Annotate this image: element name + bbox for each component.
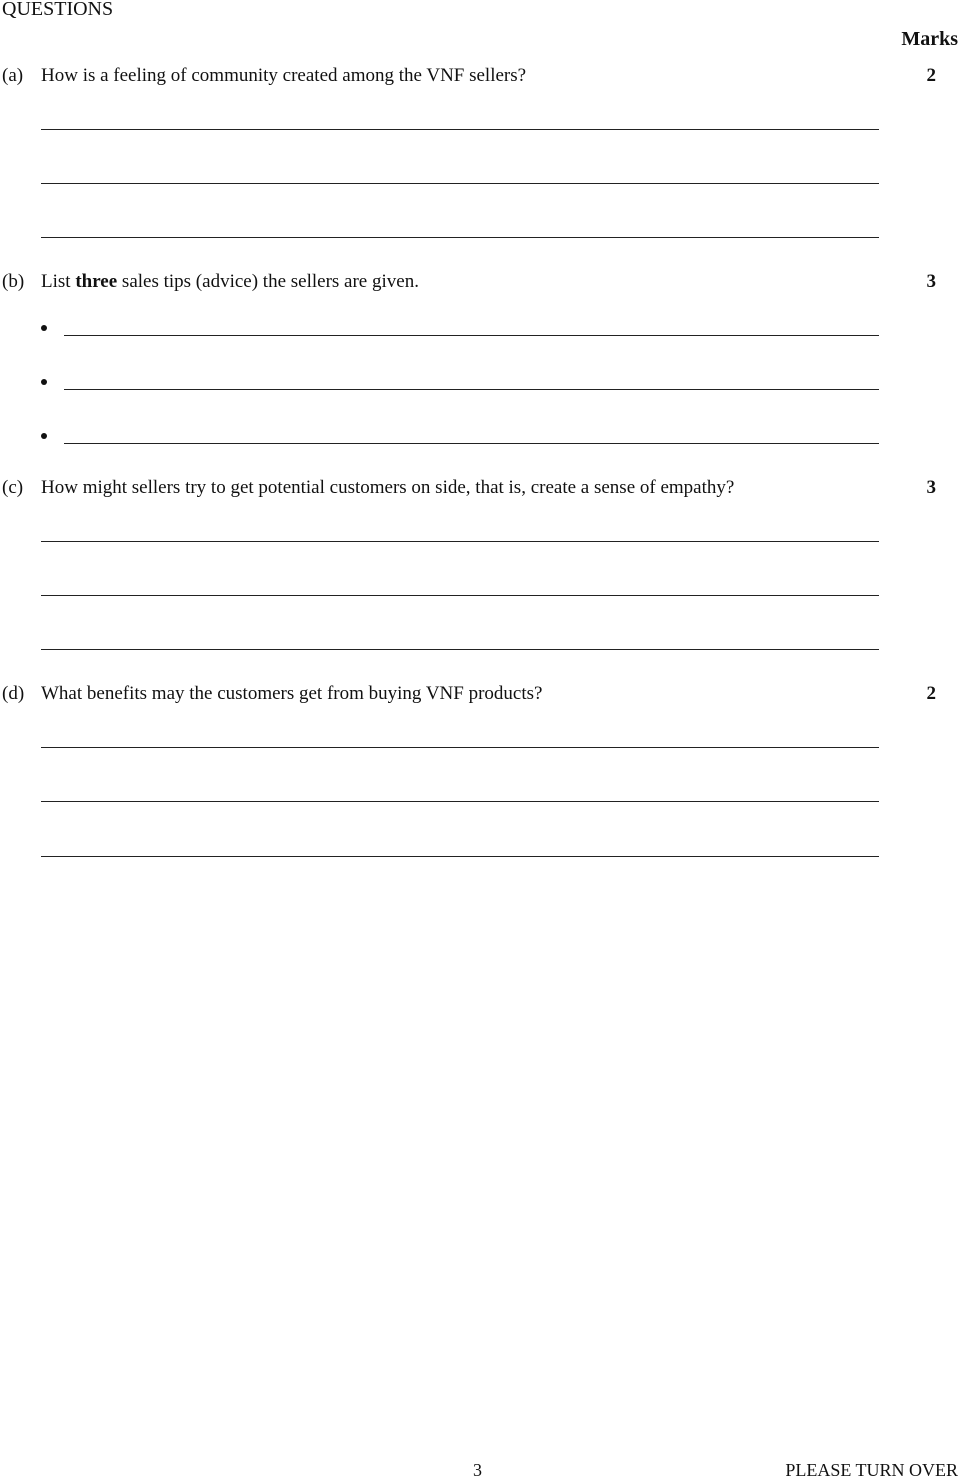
question-c-label: (c) [2,477,24,498]
page-heading: QUESTIONS [2,0,114,20]
marks-column-heading: Marks [901,28,958,50]
question-c-marks: 3 [926,477,936,498]
bullet-icon [41,433,47,439]
answer-line[interactable] [41,747,879,748]
bullet-answer-line[interactable] [64,443,879,444]
bullet-icon [41,325,47,331]
answer-line[interactable] [41,183,879,184]
question-a-label: (a) [2,65,24,86]
answer-line[interactable] [41,541,879,542]
question-c-text: How might sellers try to get potential customers on side, that is, create a sense of empathy? [41,477,735,498]
question-b-text-before: List [41,271,76,292]
question-a-text: How is a feeling of community created among the VNF sellers? [41,65,527,86]
question-b-label: (b) [2,271,25,292]
question-d-marks: 2 [926,683,936,704]
turn-over-notice: PLEASE TURN OVER [785,1460,958,1480]
question-a-marks: 2 [926,65,936,86]
question-d-text: What benefits may the customers get from buying VNF products? [41,683,543,704]
question-b-marks: 3 [926,271,936,292]
question-b-text-bold: three [75,271,118,292]
question-b-text [41,271,419,293]
question-b-text-after: sales tips (advice) the sellers are given. [117,271,419,292]
answer-line[interactable] [41,595,879,596]
bullet-answer-line[interactable] [64,335,879,336]
answer-line[interactable] [41,129,879,130]
question-d-label: (d) [2,683,25,704]
answer-line[interactable] [41,856,879,857]
answer-line[interactable] [41,237,879,238]
page-number: 3 [473,1460,482,1480]
answer-line[interactable] [41,649,879,650]
answer-line[interactable] [41,801,879,802]
bullet-answer-line[interactable] [64,389,879,390]
bullet-icon [41,379,47,385]
